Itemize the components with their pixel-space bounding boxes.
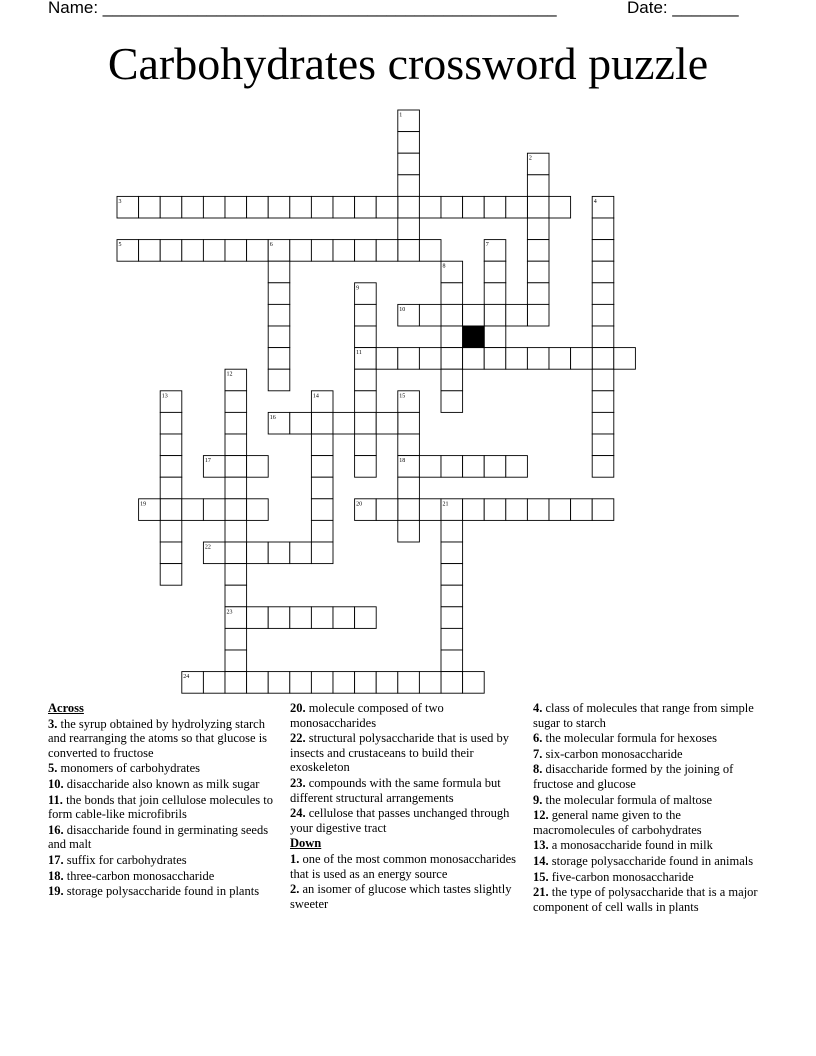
clue-number-12: 12	[226, 371, 233, 378]
grid-cell[interactable]	[247, 196, 269, 218]
clue-number-2: 2	[528, 155, 532, 162]
grid-cell[interactable]	[484, 196, 506, 218]
grid-cell[interactable]	[592, 304, 614, 326]
grid-cell[interactable]	[311, 456, 333, 478]
grid-cell[interactable]	[355, 304, 377, 326]
grid-cell[interactable]	[419, 196, 441, 218]
clue-across-17: 17. suffix for carbohydrates	[48, 852, 187, 867]
grid-cell[interactable]	[398, 499, 420, 521]
clue-across-24: 24. cellulose that passes unchanged through your digestive tract	[290, 806, 510, 835]
grid-cell[interactable]	[290, 240, 312, 262]
grid-cell[interactable]	[311, 434, 333, 456]
grid-cell[interactable]	[290, 196, 312, 218]
grid-cell[interactable]	[160, 456, 182, 478]
grid-cell[interactable]	[247, 456, 269, 478]
grid-cell[interactable]	[355, 607, 377, 629]
grid-cell[interactable]	[398, 240, 420, 262]
grid-cell[interactable]	[506, 499, 528, 521]
clue-number-3: 3	[118, 198, 122, 205]
grid-cell[interactable]	[549, 499, 571, 521]
grid-cell[interactable]	[592, 456, 614, 478]
grid-cell[interactable]	[484, 283, 506, 305]
grid-cell[interactable]	[355, 412, 377, 434]
grid-cell[interactable]	[592, 348, 614, 370]
grid-cell[interactable]	[225, 650, 247, 672]
grid-cell[interactable]	[484, 499, 506, 521]
grid-cell[interactable]	[398, 196, 420, 218]
grid-cell[interactable]	[311, 542, 333, 564]
clue-down-8: 8. disaccharide formed by the joining of fructose and glucose	[533, 762, 734, 791]
grid-cell[interactable]	[268, 348, 290, 370]
grid-cell[interactable]	[225, 542, 247, 564]
grid-cell[interactable]	[160, 542, 182, 564]
date-field[interactable]: Date: _______	[627, 0, 739, 17]
grid-cell[interactable]	[311, 520, 333, 542]
grid-cell[interactable]	[355, 326, 377, 348]
clue-number-22: 22	[204, 544, 211, 551]
grid-cell[interactable]	[571, 499, 593, 521]
clue-down-9: 9. the molecular formula of maltose	[533, 792, 713, 807]
grid-cell[interactable]	[463, 304, 485, 326]
grid-cell[interactable]	[441, 391, 463, 413]
grid-cell[interactable]	[355, 240, 377, 262]
grid-cell[interactable]	[592, 434, 614, 456]
grid-cell[interactable]	[398, 218, 420, 240]
grid-cell[interactable]	[484, 456, 506, 478]
clue-down-7: 7. six-carbon monosaccharide	[533, 746, 683, 761]
grid-cell[interactable]	[506, 456, 528, 478]
grid-cell[interactable]	[441, 585, 463, 607]
grid-cell[interactable]	[290, 412, 312, 434]
grid-cell[interactable]	[592, 261, 614, 283]
grid-cell[interactable]	[398, 175, 420, 197]
grid-cell[interactable]	[268, 261, 290, 283]
grid-cell[interactable]	[441, 650, 463, 672]
grid-cell[interactable]	[527, 499, 549, 521]
grid-cell[interactable]	[398, 520, 420, 542]
grid-cell[interactable]	[398, 434, 420, 456]
clue-down-1: 1. one of the most common monosaccharides that is used as an energy source	[290, 851, 516, 881]
grid-cell[interactable]	[290, 672, 312, 694]
clue-across-22: 22. structural polysaccharide that is used by insects and crustaceans to build their exoskeleton	[290, 731, 510, 775]
grid-cell[interactable]	[182, 196, 204, 218]
grid-cell[interactable]	[441, 607, 463, 629]
grid-cell[interactable]	[311, 499, 333, 521]
grid-cell[interactable]	[333, 240, 355, 262]
grid-cell[interactable]	[484, 304, 506, 326]
grid-cell[interactable]	[398, 672, 420, 694]
clue-down-15: 15. five-carbon monosaccharide	[533, 869, 694, 884]
grid-cell[interactable]	[376, 412, 398, 434]
grid-cell[interactable]	[441, 520, 463, 542]
grid-cell[interactable]	[203, 196, 225, 218]
clue-across-10: 10. disaccharide also known as milk sugar	[48, 776, 260, 791]
grid-cell[interactable]	[592, 369, 614, 391]
grid-cell[interactable]	[160, 520, 182, 542]
grid-cell[interactable]	[225, 240, 247, 262]
grid-cell[interactable]	[376, 499, 398, 521]
grid-cell[interactable]	[463, 456, 485, 478]
grid-cell[interactable]	[484, 348, 506, 370]
grid-cell[interactable]	[441, 326, 463, 348]
grid-cell[interactable]	[398, 412, 420, 434]
grid-cell[interactable]	[268, 326, 290, 348]
grid-cell[interactable]	[419, 240, 441, 262]
grid-cell[interactable]	[463, 499, 485, 521]
grid-cell[interactable]	[311, 477, 333, 499]
grid-cell[interactable]	[225, 477, 247, 499]
grid-cell[interactable]	[376, 196, 398, 218]
clue-across-23: 23. compounds with the same formula but different structural arrangements	[290, 775, 501, 805]
clue-number-8: 8	[442, 263, 446, 270]
grid-cell[interactable]	[592, 391, 614, 413]
grid-cell[interactable]	[268, 304, 290, 326]
grid-cell[interactable]	[268, 283, 290, 305]
grid-cell[interactable]	[311, 240, 333, 262]
clues-column-2	[290, 701, 522, 912]
clue-number-16: 16	[269, 414, 276, 421]
grid-cell[interactable]	[398, 477, 420, 499]
grid-cell[interactable]	[592, 412, 614, 434]
grid-cell[interactable]	[268, 369, 290, 391]
grid-cell[interactable]	[311, 672, 333, 694]
grid-cell[interactable]	[441, 456, 463, 478]
grid-cell[interactable]	[527, 348, 549, 370]
grid-cell[interactable]	[139, 240, 161, 262]
grid-cell[interactable]	[225, 196, 247, 218]
grid-cell[interactable]	[311, 607, 333, 629]
grid-cell[interactable]	[592, 240, 614, 262]
clue-number-7: 7	[485, 242, 489, 249]
down-heading: Down	[290, 836, 322, 851]
grid-cell[interactable]	[441, 304, 463, 326]
clue-across-16: 16. disaccharide found in germinating seeds and malt	[48, 822, 269, 852]
grid-cell[interactable]	[527, 175, 549, 197]
grid-cell[interactable]	[225, 520, 247, 542]
clue-number-11: 11	[356, 350, 362, 357]
clues-column-1	[48, 701, 280, 900]
grid-cell[interactable]	[571, 348, 593, 370]
grid-cell[interactable]	[506, 196, 528, 218]
grid-cell[interactable]	[419, 348, 441, 370]
grid-cell[interactable]	[376, 672, 398, 694]
clue-number-23: 23	[226, 609, 233, 616]
black-cell	[463, 326, 485, 348]
grid-cell[interactable]	[376, 348, 398, 370]
grid-cell[interactable]	[506, 348, 528, 370]
grid-cell[interactable]	[225, 564, 247, 586]
clue-across-19: 19. storage polysaccharide found in plants	[48, 884, 260, 899]
grid-cell[interactable]	[419, 456, 441, 478]
clue-number-5: 5	[118, 242, 122, 249]
grid-cell[interactable]	[203, 499, 225, 521]
grid-cell[interactable]	[463, 196, 485, 218]
grid-cell[interactable]	[225, 391, 247, 413]
grid-cell[interactable]	[398, 132, 420, 154]
grid-cell[interactable]	[225, 628, 247, 650]
grid-cell[interactable]	[441, 542, 463, 564]
grid-cell[interactable]	[614, 348, 636, 370]
grid-cell[interactable]	[527, 304, 549, 326]
clue-number-17: 17	[204, 458, 211, 465]
grid-cell[interactable]	[268, 542, 290, 564]
grid-cell[interactable]	[592, 283, 614, 305]
grid-cell[interactable]	[355, 434, 377, 456]
grid-cell[interactable]	[225, 412, 247, 434]
grid-cell[interactable]	[419, 304, 441, 326]
grid-cell[interactable]	[333, 412, 355, 434]
grid-cell[interactable]	[290, 542, 312, 564]
grid-cell[interactable]	[268, 672, 290, 694]
grid-cell[interactable]	[333, 196, 355, 218]
clue-number-24: 24	[183, 674, 190, 681]
grid-cell[interactable]	[160, 499, 182, 521]
clue-number-15: 15	[399, 393, 406, 400]
grid-cell[interactable]	[247, 542, 269, 564]
clue-down-6: 6. the molecular formula for hexoses	[533, 731, 717, 746]
clue-down-12: 12. general name given to the macromolecules of carbohydrates	[533, 808, 702, 837]
grid-cell[interactable]	[484, 326, 506, 348]
grid-cell[interactable]	[592, 326, 614, 348]
grid-cell[interactable]	[441, 283, 463, 305]
grid-cell[interactable]	[355, 369, 377, 391]
clue-number-19: 19	[140, 501, 147, 508]
clue-number-13: 13	[161, 393, 168, 400]
grid-cell[interactable]	[441, 348, 463, 370]
grid-cell[interactable]	[463, 348, 485, 370]
clue-number-1: 1	[399, 112, 403, 119]
grid-cell[interactable]	[160, 564, 182, 586]
grid-cell[interactable]	[441, 628, 463, 650]
grid-cell[interactable]	[441, 369, 463, 391]
grid-cell[interactable]	[203, 240, 225, 262]
clue-down-4: 4. class of molecules that range from simple sugar to starch	[533, 701, 754, 730]
grid-cell[interactable]	[441, 672, 463, 694]
clue-number-20: 20	[356, 501, 363, 508]
grid-cell[interactable]	[225, 499, 247, 521]
page-title: Carbohydrates crossword puzzle	[107, 38, 709, 89]
clue-down-13: 13. a monosaccharide found in milk	[533, 838, 713, 853]
grid-cell[interactable]	[225, 585, 247, 607]
grid-cell[interactable]	[160, 196, 182, 218]
grid-cell[interactable]	[311, 412, 333, 434]
grid-cell[interactable]	[225, 456, 247, 478]
grid-cell[interactable]	[441, 196, 463, 218]
grid-cell[interactable]	[333, 607, 355, 629]
grid-cell[interactable]	[333, 672, 355, 694]
grid-cell[interactable]	[268, 196, 290, 218]
grid-cell[interactable]	[355, 456, 377, 478]
grid-cell[interactable]	[225, 434, 247, 456]
grid-cell[interactable]	[592, 218, 614, 240]
grid-cell[interactable]	[139, 196, 161, 218]
clue-across-20: 20. molecule composed of two monosaccharides	[290, 701, 444, 730]
grid-cell[interactable]	[225, 672, 247, 694]
grid-cell[interactable]	[247, 672, 269, 694]
grid-cell[interactable]	[160, 434, 182, 456]
grid-cell[interactable]	[419, 499, 441, 521]
grid-cell[interactable]	[160, 412, 182, 434]
clue-number-18: 18	[399, 458, 406, 465]
grid-cell[interactable]	[549, 348, 571, 370]
grid-cell[interactable]	[527, 283, 549, 305]
grid-cell[interactable]	[527, 261, 549, 283]
clue-down-21: 21. the type of polysaccharide that is a major component of cell walls in plants	[533, 885, 758, 914]
grid-cell[interactable]	[549, 196, 571, 218]
grid-cell[interactable]	[506, 304, 528, 326]
clue-down-2: 2. an isomer of glucose which tastes slightly sweeter	[290, 882, 512, 911]
clue-number-14: 14	[312, 393, 319, 400]
grid-cell[interactable]	[376, 240, 398, 262]
clues-column-3	[533, 701, 765, 915]
grid-cell[interactable]	[398, 348, 420, 370]
grid-cell[interactable]	[290, 607, 312, 629]
clue-number-10: 10	[399, 306, 406, 313]
grid-cell[interactable]	[355, 391, 377, 413]
grid-cell[interactable]	[268, 607, 290, 629]
clue-across-3: 3. the syrup obtained by hydrolyzing starch and rearranging the atoms so that glucose is converted to fructose	[48, 716, 268, 760]
grid-cell[interactable]	[247, 499, 269, 521]
clue-number-21: 21	[442, 501, 449, 508]
clue-number-9: 9	[356, 285, 360, 292]
grid-cell[interactable]	[311, 196, 333, 218]
grid-cell[interactable]	[527, 240, 549, 262]
grid-cell[interactable]	[160, 477, 182, 499]
grid-cell[interactable]	[484, 261, 506, 283]
grid-cell[interactable]	[441, 564, 463, 586]
grid-cell[interactable]	[182, 499, 204, 521]
name-field[interactable]: Name: ________________________________________________	[48, 0, 557, 17]
grid-cell[interactable]	[527, 196, 549, 218]
grid-cell[interactable]	[419, 672, 441, 694]
clue-number-6: 6	[269, 242, 273, 249]
grid-cell[interactable]	[355, 672, 377, 694]
grid-cell[interactable]	[182, 240, 204, 262]
grid-cell[interactable]	[203, 672, 225, 694]
grid-cell[interactable]	[592, 499, 614, 521]
clue-across-5: 5. monomers of carbohydrates	[48, 761, 201, 776]
grid-cell[interactable]	[160, 240, 182, 262]
clue-across-18: 18. three-carbon monosaccharide	[48, 868, 215, 883]
grid-cell[interactable]	[398, 153, 420, 175]
grid-cell[interactable]	[527, 218, 549, 240]
clue-number-4: 4	[593, 198, 597, 205]
clue-down-14: 14. storage polysaccharide found in animals	[533, 853, 754, 868]
grid-cell[interactable]	[247, 607, 269, 629]
clue-across-11: 11. the bonds that join cellulose molecules to form cable-like microfibrils	[48, 792, 273, 822]
grid-cell[interactable]	[247, 240, 269, 262]
grid-cell[interactable]	[463, 672, 485, 694]
grid-cell[interactable]	[355, 196, 377, 218]
across-heading: Across	[48, 701, 84, 715]
